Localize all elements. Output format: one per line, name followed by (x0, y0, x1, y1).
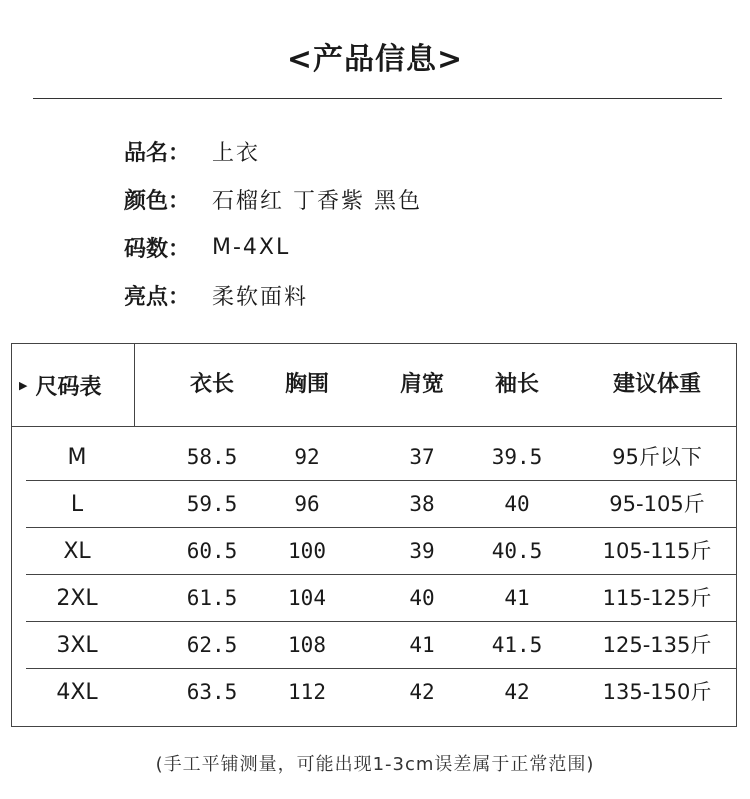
cell-size: 2XL (56, 586, 98, 611)
cell-sleeve: 40 (504, 492, 530, 516)
size-chart-label: 尺码表 (35, 374, 102, 400)
header-chest: 胸围 (284, 372, 329, 397)
measurement-note: (手工平铺测量，可能出现1-3cm误差属于正常范围) (155, 754, 595, 775)
info-label: 颜色： (124, 188, 191, 214)
table-row (12, 481, 736, 528)
cell-chest: 96 (294, 492, 320, 516)
cell-shoulder: 39 (409, 539, 435, 563)
cell-sleeve: 40.5 (491, 539, 543, 563)
cell-sleeve: 41 (504, 586, 530, 610)
info-value: 柔软面料 (212, 284, 309, 310)
product-info (124, 127, 422, 319)
cell-length: 58.5 (186, 445, 238, 469)
cell-chest: 92 (294, 445, 320, 469)
info-value: M-4XL (212, 234, 291, 260)
cell-size: M (67, 445, 87, 470)
table-row (12, 528, 736, 575)
cell-weight: 105-115斤 (602, 539, 712, 563)
table-row (12, 575, 736, 622)
cell-weight: 115-125斤 (602, 586, 712, 610)
size-chart-header-cell (12, 344, 135, 426)
info-row-size (124, 223, 422, 271)
triangle-right-icon: ▶ (19, 378, 28, 392)
cell-length: 62.5 (186, 633, 238, 657)
cell-sleeve: 39.5 (491, 445, 543, 469)
cell-size: L (70, 492, 84, 517)
info-label: 品名： (124, 140, 191, 166)
cell-sleeve: 41.5 (491, 633, 543, 657)
cell-weight: 95斤以下 (612, 445, 702, 469)
title-divider (33, 98, 722, 99)
header-length: 衣长 (189, 372, 234, 397)
cell-size: 3XL (56, 633, 98, 658)
cell-length: 59.5 (186, 492, 238, 516)
cell-chest: 112 (288, 680, 326, 704)
header-sleeve: 袖长 (494, 372, 539, 397)
cell-weight: 125-135斤 (602, 633, 712, 657)
cell-shoulder: 38 (409, 492, 435, 516)
cell-shoulder: 41 (409, 633, 435, 657)
info-row-highlight (124, 271, 422, 319)
cell-shoulder: 37 (409, 445, 435, 469)
cell-size: XL (63, 539, 91, 564)
cell-length: 60.5 (186, 539, 238, 563)
info-label: 码数： (124, 236, 191, 262)
size-table (11, 343, 737, 727)
table-row (12, 434, 736, 481)
info-value: 石榴红 丁香紫 黑色 (212, 188, 422, 214)
cell-weight: 95-105斤 (609, 492, 705, 516)
cell-chest: 108 (288, 633, 326, 657)
header-shoulder: 肩宽 (399, 372, 444, 397)
cell-length: 61.5 (186, 586, 238, 610)
info-row-name (124, 127, 422, 175)
info-row-color (124, 175, 422, 223)
cell-shoulder: 40 (409, 586, 435, 610)
cell-chest: 100 (288, 539, 326, 563)
cell-shoulder: 42 (409, 680, 435, 704)
info-label: 亮点： (124, 284, 191, 310)
cell-length: 63.5 (186, 680, 238, 704)
info-value: 上衣 (212, 140, 261, 166)
table-row (12, 669, 736, 716)
cell-sleeve: 42 (504, 680, 530, 704)
cell-weight: 135-150斤 (602, 680, 712, 704)
table-row (12, 622, 736, 669)
table-header (12, 344, 736, 427)
cell-chest: 104 (288, 586, 326, 610)
cell-size: 4XL (56, 680, 98, 705)
page-title: <产品信息> (286, 42, 464, 77)
header-weight: 建议体重 (612, 372, 701, 397)
